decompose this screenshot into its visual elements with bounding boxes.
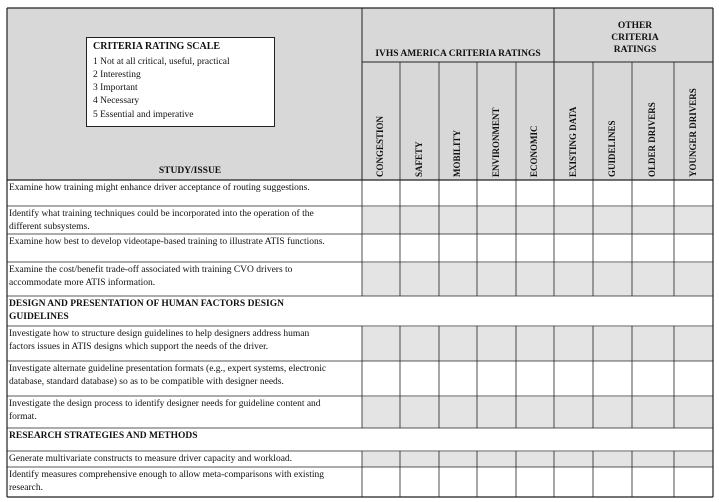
row-shading	[362, 397, 713, 428]
study-issue-text: Identify measures comprehensive enough to allow meta-comparisons with existing	[9, 470, 325, 480]
study-issue-text: Examine how training might enhance driver acceptance of routing suggestions.	[9, 183, 310, 193]
row-shading	[362, 263, 713, 296]
column-label: EXISTING DATA	[567, 106, 578, 177]
study-issue-text: Investigate alternate guideline presentation formats (e.g., expert systems, electronic	[9, 364, 327, 374]
study-issue-text: factors issues in ATIS designs which support the needs of the driver.	[9, 342, 269, 352]
column-label: OLDER DRIVERS	[647, 102, 657, 177]
ivhs-group-header: IVHS AMERICA CRITERIA RATINGS	[375, 49, 541, 59]
criteria-scale-title: CRITERIA RATING SCALE	[93, 41, 221, 52]
section-heading: RESEARCH STRATEGIES AND METHODS	[9, 431, 198, 441]
column-label: GUIDELINES	[606, 120, 617, 177]
column-label: ECONOMIC	[529, 125, 539, 177]
column-label: YOUNGER DRIVERS	[687, 88, 698, 177]
scale-item-4: 4 Necessary	[93, 96, 140, 106]
study-issue-text: Investigate how to structure design guidelines to help designers address human	[9, 329, 310, 339]
study-issue-header: STUDY/ISSUE	[158, 166, 222, 176]
column-label: SAFETY	[413, 141, 424, 177]
column-label: CONGESTION	[375, 115, 385, 177]
study-issue-text: Generate multivariate constructs to measure driver capacity and workload.	[9, 454, 293, 464]
scale-item-5: 5 Essential and imperative	[93, 110, 194, 120]
scale-item-1: 1 Not at all critical, useful, practical	[93, 57, 230, 67]
study-issue-text: Examine the cost/benefit trade-off associated with training CVO drivers to	[9, 265, 293, 275]
row-shading	[362, 452, 713, 467]
other-group-header-1: OTHER	[617, 21, 653, 31]
section-heading: GUIDELINES	[9, 312, 69, 322]
study-issue-text: Investigate the design process to identify designer needs for guideline content and	[9, 399, 321, 409]
row-shading	[362, 207, 713, 234]
other-group-header-3: RATINGS	[613, 45, 657, 55]
column-label: ENVIRONMENT	[490, 107, 501, 177]
section-heading: DESIGN AND PRESENTATION OF HUMAN FACTORS DESIGN	[9, 299, 285, 309]
scale-item-3: 3 Important	[93, 83, 138, 93]
study-issue-text: format.	[9, 412, 37, 422]
study-issue-text: different subsystems.	[9, 222, 90, 232]
study-issue-text: Identify what training techniques could be incorporated into the operation of the	[9, 209, 314, 219]
row-shading	[362, 327, 713, 361]
column-label: MOBILITY	[452, 129, 462, 177]
scale-item-2: 2 Interesting	[93, 70, 141, 80]
study-issue-text: research.	[9, 483, 44, 493]
other-group-header-2: CRITERIA	[611, 33, 659, 43]
study-issue-text: database, standard database) so as to be compatible with designer needs.	[9, 377, 284, 387]
study-issue-text: Examine how best to develop videotape-based training to illustrate ATIS functions.	[9, 237, 325, 247]
criteria-rating-scale-box	[86, 37, 275, 127]
study-issue-text: accommodate more ATIS information.	[9, 278, 156, 288]
